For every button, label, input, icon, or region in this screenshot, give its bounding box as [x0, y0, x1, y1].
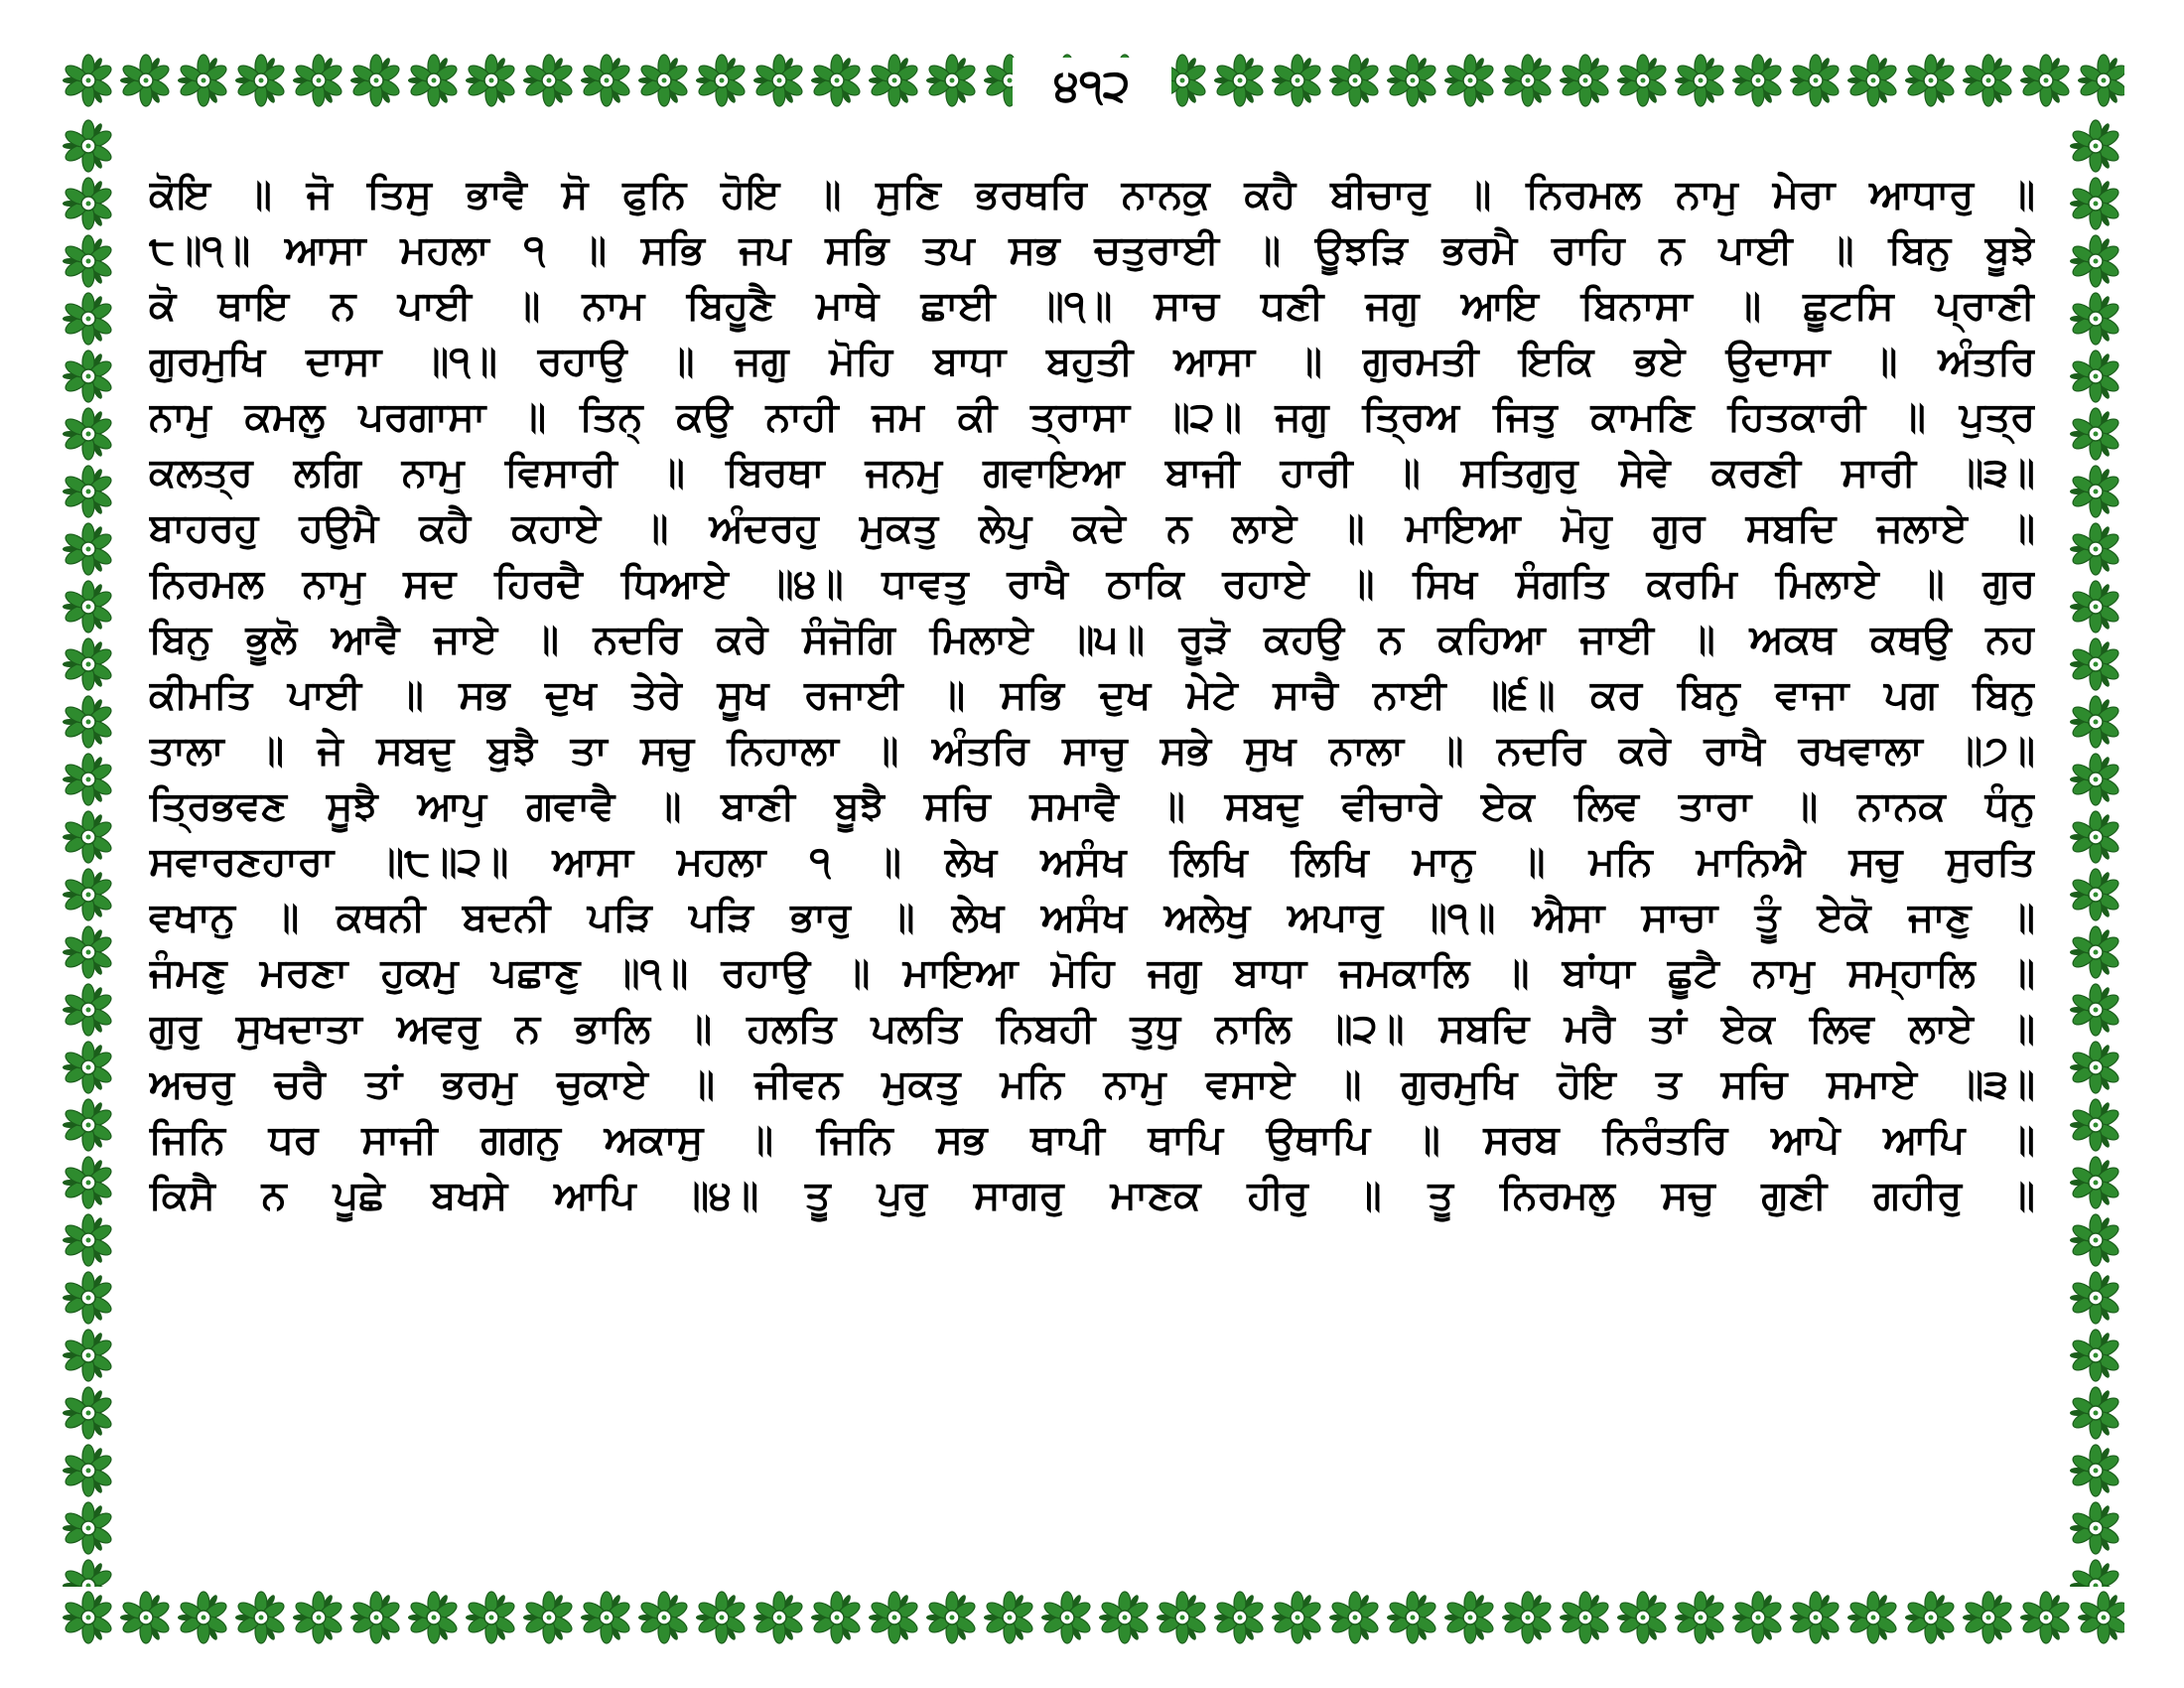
flower-icon: [60, 232, 117, 290]
flower-icon: [520, 52, 578, 109]
flower-icon: [290, 52, 347, 109]
flower-icon: [60, 52, 117, 109]
flower-icon: [60, 1269, 117, 1327]
flower-icon: [60, 751, 117, 808]
flower-icon: [1614, 1589, 1672, 1646]
flower-icon: [2067, 290, 2124, 348]
flower-icon: [2067, 1154, 2124, 1211]
flower-icon: [2067, 866, 2124, 923]
flower-icon: [60, 1154, 117, 1211]
flower-icon: [60, 635, 117, 693]
page-number: ੪੧੨: [1013, 58, 1171, 115]
flower-icon: [2067, 981, 2124, 1039]
border-left: [60, 117, 117, 1587]
flower-icon: [2067, 405, 2124, 463]
flower-icon: [1096, 1589, 1154, 1646]
text-line: ਨਾਮੁ ਕਮਲੁ ਪਰਗਾਸਾ ॥ ਤਿਨ੍ ਕਉ ਨਾਹੀ ਜਮ ਕੀ ਤ੍ਰਾਸਾ ॥੨॥ ਜਗੁ ਤ੍ਰਿਅ ਜਿਤੁ ਕਾਮਣਿ ਹਿਤਕਾਰੀ ॥ ਪੁਤ੍ਰ: [149, 394, 2035, 440]
flower-icon: [1844, 1589, 1902, 1646]
flower-icon: [2067, 1442, 2124, 1499]
flower-icon: [463, 1589, 520, 1646]
flower-icon: [1960, 52, 2017, 109]
flower-icon: [1269, 1589, 1326, 1646]
flower-icon: [2067, 348, 2124, 405]
flower-icon: [751, 52, 808, 109]
flower-icon: [923, 1589, 981, 1646]
flower-icon: [1038, 1589, 1096, 1646]
text-line: ਕੋ ਥਾਇ ਨ ਪਾਈ ॥ ਨਾਮ ਬਿਹੂਣੈ ਮਾਥੇ ਛਾਈ ॥੧॥ ਸਾਚ ਧਣੀ ਜਗੁ ਆਇ ਬਿਨਾਸਾ ॥ ਛੂਟਸਿ ਪ੍ਰਾਣੀ: [149, 283, 2035, 329]
text-line: ਵਖਾਨੁ ॥ ਕਥਨੀ ਬਦਨੀ ਪੜਿ ਪੜਿ ਭਾਰੁ ॥ ਲੇਖ ਅਸੰਖ ਅਲੇਖੁ ਅਪਾਰੁ ॥੧॥ ਐਸਾ ਸਾਚਾ ਤੂੰ ਏਕੋ ਜਾਣੁ ॥: [149, 895, 2035, 940]
flower-icon: [1441, 52, 1499, 109]
flower-icon: [2067, 578, 2124, 635]
flower-icon: [2067, 232, 2124, 290]
flower-icon: [1960, 1589, 2017, 1646]
flower-icon: [2067, 693, 2124, 751]
flower-icon: [347, 1589, 405, 1646]
flower-icon: [60, 290, 117, 348]
flower-icon: [405, 1589, 463, 1646]
flower-icon: [2067, 635, 2124, 693]
flower-icon: [635, 1589, 693, 1646]
flower-icon: [578, 52, 635, 109]
flower-icon: [117, 52, 175, 109]
text-line: ਸਵਾਰਣਹਾਰਾ ॥੮॥੨॥ ਆਸਾ ਮਹਲਾ ੧ ॥ ਲੇਖ ਅਸੰਖ ਲਿਖਿ ਲਿਖਿ ਮਾਨੁ ॥ ਮਨਿ ਮਾਨਿਐ ਸਚੁ ਸੁਰਤਿ: [149, 839, 2035, 885]
flower-icon: [2067, 751, 2124, 808]
flower-icon: [60, 923, 117, 981]
text-line: ਬਿਨੁ ਭੂਲੋ ਆਵੈ ਜਾਏ ॥ ਨਦਰਿ ਕਰੇ ਸੰਜੋਗਿ ਮਿਲਾਏ ॥੫॥ ਰੂੜੋ ਕਹਉ ਨ ਕਹਿਆ ਜਾਈ ॥ ਅਕਥ ਕਥਉ ਨਹ: [149, 617, 2035, 662]
text-line: ਕੀਮਤਿ ਪਾਈ ॥ ਸਭ ਦੁਖ ਤੇਰੇ ਸੂਖ ਰਜਾਈ ॥ ਸਭਿ ਦੁਖ ਮੇਟੇ ਸਾਚੈ ਨਾਈ ॥੬॥ ਕਰ ਬਿਨੁ ਵਾਜਾ ਪਗ ਬਿਨੁ: [149, 672, 2035, 718]
flower-icon: [60, 1384, 117, 1442]
text-line: ਬਾਹਰਹੁ ਹਉਮੈ ਕਹੈ ਕਹਾਏ ॥ ਅੰਦਰਹੁ ਮੁਕਤੁ ਲੇਪੁ ਕਦੇ ਨ ਲਾਏ ॥ ਮਾਇਆ ਮੋਹੁ ਗੁਰ ਸਬਦਿ ਜਲਾਏ ॥: [149, 505, 2035, 551]
flower-icon: [751, 1589, 808, 1646]
flower-icon: [981, 1589, 1038, 1646]
text-line: ਗੁਰੁ ਸੁਖਦਾਤਾ ਅਵਰੁ ਨ ਭਾਲਿ ॥ ਹਲਤਿ ਪਲਤਿ ਨਿਬਹੀ ਤੁਧੁ ਨਾਲਿ ॥੨॥ ਸਬਦਿ ਮਰੈ ਤਾਂ ਏਕ ਲਿਵ ਲਾਏ ॥: [149, 1006, 2035, 1052]
flower-icon: [808, 52, 866, 109]
flower-icon: [117, 1589, 175, 1646]
flower-icon: [175, 1589, 232, 1646]
flower-icon: [2067, 808, 2124, 866]
flower-icon: [1787, 1589, 1844, 1646]
flower-icon: [463, 52, 520, 109]
flower-icon: [60, 866, 117, 923]
flower-icon: [60, 463, 117, 520]
flower-icon: [1672, 1589, 1729, 1646]
flower-icon: [693, 52, 751, 109]
text-line: ਤਾਲਾ ॥ ਜੇ ਸਬਦੁ ਬੁਝੈ ਤਾ ਸਚੁ ਨਿਹਾਲਾ ॥ ਅੰਤਰਿ ਸਾਚੁ ਸਭੇ ਸੁਖ ਨਾਲਾ ॥ ਨਦਰਿ ਕਰੇ ਰਾਖੈ ਰਖਵਾਲਾ ॥੭॥: [149, 728, 2035, 774]
flower-icon: [1729, 52, 1787, 109]
flower-icon: [2067, 1327, 2124, 1384]
text-line: ਜਿਨਿ ਧਰ ਸਾਜੀ ਗਗਨੁ ਅਕਾਸੁ ॥ ਜਿਨਿ ਸਭ ਥਾਪੀ ਥਾਪਿ ਉਥਾਪਿ ॥ ਸਰਬ ਨਿਰੰਤਰਿ ਆਪੇ ਆਪਿ ॥: [149, 1117, 2035, 1163]
flower-icon: [232, 52, 290, 109]
border-right: [2067, 117, 2124, 1587]
flower-icon: [1384, 52, 1441, 109]
flower-icon: [635, 52, 693, 109]
flower-icon: [1557, 1589, 1614, 1646]
flower-icon: [2067, 463, 2124, 520]
flower-icon: [1154, 1589, 1211, 1646]
flower-icon: [60, 1327, 117, 1384]
flower-icon: [1326, 1589, 1384, 1646]
flower-icon: [2067, 1384, 2124, 1442]
flower-icon: [60, 981, 117, 1039]
flower-icon: [60, 1557, 117, 1587]
flower-icon: [923, 52, 981, 109]
flower-icon: [2067, 1211, 2124, 1269]
flower-icon: [1499, 52, 1557, 109]
text-line: ਜੰਮਣੁ ਮਰਣਾ ਹੁਕਮੁ ਪਛਾਣੁ ॥੧॥ ਰਹਾਉ ॥ ਮਾਇਆ ਮੋਹਿ ਜਗੁ ਬਾਧਾ ਜਮਕਾਲਿ ॥ ਬਾਂਧਾ ਛੂਟੈ ਨਾਮੁ ਸਮ੍ਹਾਲਿ ॥: [149, 950, 2035, 996]
flower-icon: [2067, 1096, 2124, 1154]
flower-icon: [1844, 52, 1902, 109]
flower-icon: [60, 578, 117, 635]
flower-icon: [60, 1442, 117, 1499]
flower-icon: [60, 1499, 117, 1557]
flower-icon: [2075, 52, 2124, 109]
flower-icon: [693, 1589, 751, 1646]
flower-icon: [866, 52, 923, 109]
flower-icon: [60, 348, 117, 405]
flower-icon: [2067, 117, 2124, 175]
flower-icon: [60, 1211, 117, 1269]
flower-icon: [60, 520, 117, 578]
flower-icon: [60, 117, 117, 175]
flower-icon: [1729, 1589, 1787, 1646]
flower-icon: [808, 1589, 866, 1646]
flower-icon: [405, 52, 463, 109]
scripture-text: [149, 167, 2035, 1223]
flower-icon: [2067, 1499, 2124, 1557]
flower-icon: [60, 175, 117, 232]
flower-icon: [2067, 1039, 2124, 1096]
flower-icon: [1211, 1589, 1269, 1646]
flower-icon: [1672, 52, 1729, 109]
flower-icon: [290, 1589, 347, 1646]
flower-icon: [232, 1589, 290, 1646]
text-line: ਅਚਰੁ ਚਰੈ ਤਾਂ ਭਰਮੁ ਚੁਕਾਏ ॥ ਜੀਵਨ ਮੁਕਤੁ ਮਨਿ ਨਾਮੁ ਵਸਾਏ ॥ ਗੁਰਮੁਖਿ ਹੋਇ ਤ ਸਚਿ ਸਮਾਏ ॥੩॥: [149, 1061, 2035, 1107]
flower-icon: [347, 52, 405, 109]
flower-icon: [60, 693, 117, 751]
text-line: ਨਿਰਮਲ ਨਾਮੁ ਸਦ ਹਿਰਦੈ ਧਿਆਏ ॥੪॥ ਧਾਵਤੁ ਰਾਖੈ ਠਾਕਿ ਰਹਾਏ ॥ ਸਿਖ ਸੰਗਤਿ ਕਰਮਿ ਮਿਲਾਏ ॥ ਗੁਰ: [149, 561, 2035, 607]
text-line: ਗੁਰਮੁਖਿ ਦਾਸਾ ॥੧॥ ਰਹਾਉ ॥ ਜਗੁ ਮੋਹਿ ਬਾਧਾ ਬਹੁਤੀ ਆਸਾ ॥ ਗੁਰਮਤੀ ਇਕਿ ਭਏ ਉਦਾਸਾ ॥ ਅੰਤਰਿ: [149, 339, 2035, 384]
flower-icon: [175, 52, 232, 109]
flower-icon: [2017, 52, 2075, 109]
flower-icon: [2067, 1269, 2124, 1327]
flower-icon: [578, 1589, 635, 1646]
flower-icon: [1441, 1589, 1499, 1646]
border-bottom: [60, 1589, 2124, 1646]
flower-icon: [1902, 52, 1960, 109]
flower-icon: [60, 1096, 117, 1154]
flower-icon: [60, 1589, 117, 1646]
flower-icon: [1269, 52, 1326, 109]
flower-icon: [1787, 52, 1844, 109]
flower-icon: [1614, 52, 1672, 109]
text-line: ਕਲਤ੍ਰ ਲਗਿ ਨਾਮੁ ਵਿਸਾਰੀ ॥ ਬਿਰਥਾ ਜਨਮੁ ਗਵਾਇਆ ਬਾਜੀ ਹਾਰੀ ॥ ਸਤਿਗੁਰੁ ਸੇਵੇ ਕਰਣੀ ਸਾਰੀ ॥੩॥: [149, 450, 2035, 495]
flower-icon: [1902, 1589, 1960, 1646]
text-line: ਕਿਸੈ ਨ ਪੂਛੇ ਬਖਸੇ ਆਪਿ ॥੪॥ ਤੂ ਪੁਰੁ ਸਾਗਰੁ ਮਾਣਕ ਹੀਰੁ ॥ ਤੂ ਨਿਰਮਲੁ ਸਚੁ ਗੁਣੀ ਗਹੀਰੁ ॥: [149, 1173, 2035, 1218]
text-line: ਤ੍ਰਿਭਵਣ ਸੂਝੈ ਆਪੁ ਗਵਾਵੈ ॥ ਬਾਣੀ ਬੂਝੈ ਸਚਿ ਸਮਾਵੈ ॥ ਸਬਦੁ ਵੀਚਾਰੇ ਏਕ ਲਿਵ ਤਾਰਾ ॥ ਨਾਨਕ ਧੰਨੁ: [149, 783, 2035, 829]
flower-icon: [60, 405, 117, 463]
flower-icon: [2067, 520, 2124, 578]
flower-icon: [1499, 1589, 1557, 1646]
flower-icon: [2075, 1589, 2124, 1646]
flower-icon: [2067, 923, 2124, 981]
flower-icon: [60, 1039, 117, 1096]
text-line: ੮॥੧॥ ਆਸਾ ਮਹਲਾ ੧ ॥ ਸਭਿ ਜਪ ਸਭਿ ਤਪ ਸਭ ਚਤੁਰਾਈ ॥ ਊਝੜਿ ਭਰਮੈ ਰਾਹਿ ਨ ਪਾਈ ॥ ਬਿਨੁ ਬੂਝੇ: [149, 227, 2035, 273]
flower-icon: [1557, 52, 1614, 109]
flower-icon: [866, 1589, 923, 1646]
flower-icon: [1326, 52, 1384, 109]
flower-icon: [60, 808, 117, 866]
flower-icon: [1384, 1589, 1441, 1646]
flower-icon: [2017, 1589, 2075, 1646]
text-line: ਕੋਇ ॥ ਜੋ ਤਿਸੁ ਭਾਵੈ ਸੋ ਫੁਨਿ ਹੋਇ ॥ ਸੁਣਿ ਭਰਥਰਿ ਨਾਨਕੁ ਕਹੈ ਬੀਚਾਰੁ ॥ ਨਿਰਮਲ ਨਾਮੁ ਮੇਰਾ ਆਧਾਰੁ ॥: [149, 172, 2035, 217]
flower-icon: [1211, 52, 1269, 109]
flower-icon: [2067, 1557, 2124, 1587]
flower-icon: [520, 1589, 578, 1646]
flower-icon: [2067, 175, 2124, 232]
